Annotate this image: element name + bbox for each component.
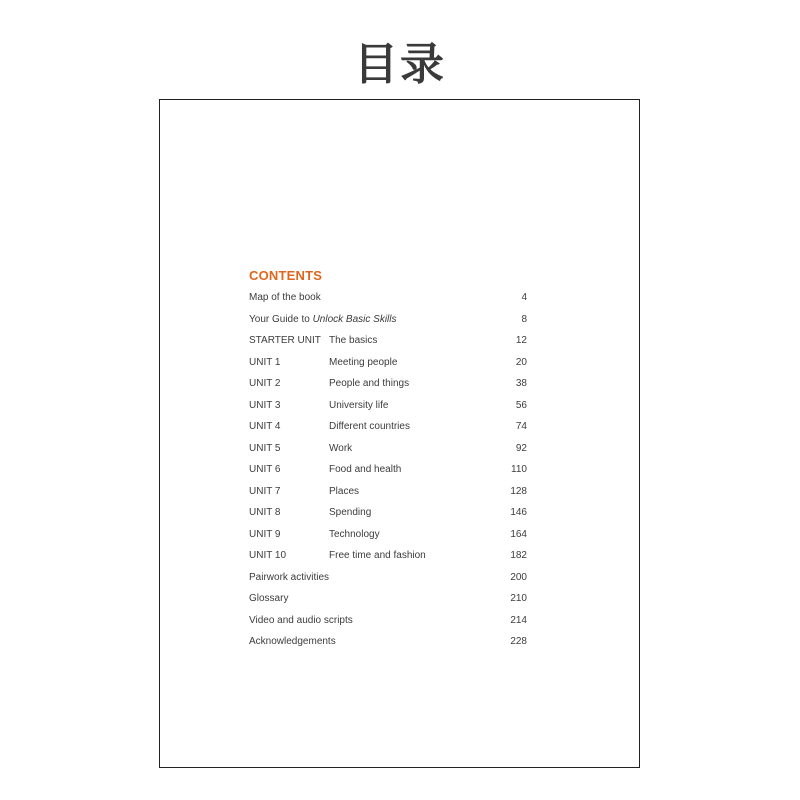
toc-label: Map of the book	[249, 292, 321, 303]
toc-row-scripts	[249, 614, 527, 636]
toc-unit-label: UNIT 3	[249, 399, 281, 411]
toc-row-glossary	[249, 592, 527, 614]
toc-label: Acknowledgements	[249, 636, 336, 647]
toc-row-acknowledgements	[249, 635, 527, 657]
toc-row-pairwork	[249, 571, 527, 593]
toc-row-unit-3	[249, 399, 527, 421]
toc-page-number: 92	[515, 442, 527, 454]
toc-page-number: 56	[515, 399, 527, 411]
toc-page-number: 38	[515, 378, 527, 389]
toc-unit-topic: People and things	[329, 378, 410, 389]
toc-label: Video and audio scripts	[249, 614, 353, 626]
toc-unit-topic: Meeting people	[329, 356, 398, 368]
toc-page-number: 8	[521, 313, 527, 325]
toc-row-unit-5	[249, 442, 527, 464]
toc-row-guide	[249, 313, 527, 335]
toc-row-map-of-book	[249, 291, 527, 313]
contents-title: CONTENTS	[249, 268, 323, 283]
page-heading: 目录	[354, 39, 446, 90]
toc-unit-topic: Work	[329, 442, 353, 454]
toc-page-number: 146	[510, 507, 527, 518]
toc-row-starter-unit	[249, 334, 527, 356]
book-page	[159, 99, 640, 768]
toc-unit-topic: Spending	[329, 507, 372, 518]
toc-row-unit-6	[249, 463, 527, 485]
toc-page-number: 20	[515, 356, 527, 368]
toc-unit-label: UNIT 10	[249, 550, 287, 561]
toc-unit-topic: Different countries	[329, 421, 410, 432]
toc-label-book-title: Unlock Basic Skills	[312, 313, 397, 325]
toc-row-unit-7	[249, 485, 527, 507]
toc-unit-topic: The basics	[329, 335, 378, 346]
toc-page-number: 182	[510, 550, 527, 561]
toc-unit-label: STARTER UNIT	[249, 335, 321, 346]
toc-unit-label: UNIT 1	[249, 356, 281, 368]
toc-page-number: 214	[510, 614, 527, 626]
toc-list	[249, 291, 527, 657]
toc-page-number: 12	[515, 335, 527, 346]
toc-unit-label: UNIT 7	[249, 485, 281, 497]
toc-row-unit-10	[249, 549, 527, 571]
toc-unit-label: UNIT 6	[249, 464, 281, 475]
toc-page-number: 164	[510, 528, 527, 540]
toc-unit-topic: Places	[329, 485, 360, 497]
toc-unit-topic: University life	[329, 399, 389, 411]
toc-row-unit-9	[249, 528, 527, 550]
toc-unit-label: UNIT 2	[249, 378, 281, 389]
toc-unit-topic: Free time and fashion	[329, 550, 426, 561]
toc-unit-label: UNIT 8	[249, 507, 281, 518]
toc-unit-label: UNIT 9	[249, 528, 281, 540]
toc-label-prefix: Your Guide to	[249, 313, 313, 325]
toc-label: Pairwork activities	[249, 571, 330, 583]
toc-unit-label: UNIT 4	[249, 421, 281, 432]
toc-page-number: 128	[510, 485, 527, 497]
toc-page-number: 228	[510, 636, 527, 647]
toc-row-unit-1	[249, 356, 527, 378]
toc-page-number: 4	[521, 292, 527, 303]
toc-unit-label: UNIT 5	[249, 442, 281, 454]
toc-page-number: 210	[510, 593, 527, 604]
toc-row-unit-8	[249, 506, 527, 528]
toc-page-number: 110	[511, 464, 527, 475]
toc-page-number: 200	[510, 571, 527, 583]
toc-row-unit-2	[249, 377, 527, 399]
toc-unit-topic: Food and health	[329, 464, 402, 475]
toc-label: Glossary	[249, 593, 289, 604]
toc-label	[249, 313, 397, 327]
toc-row-unit-4	[249, 420, 527, 442]
toc-page-number: 74	[515, 421, 527, 432]
toc-unit-topic: Technology	[329, 528, 380, 540]
